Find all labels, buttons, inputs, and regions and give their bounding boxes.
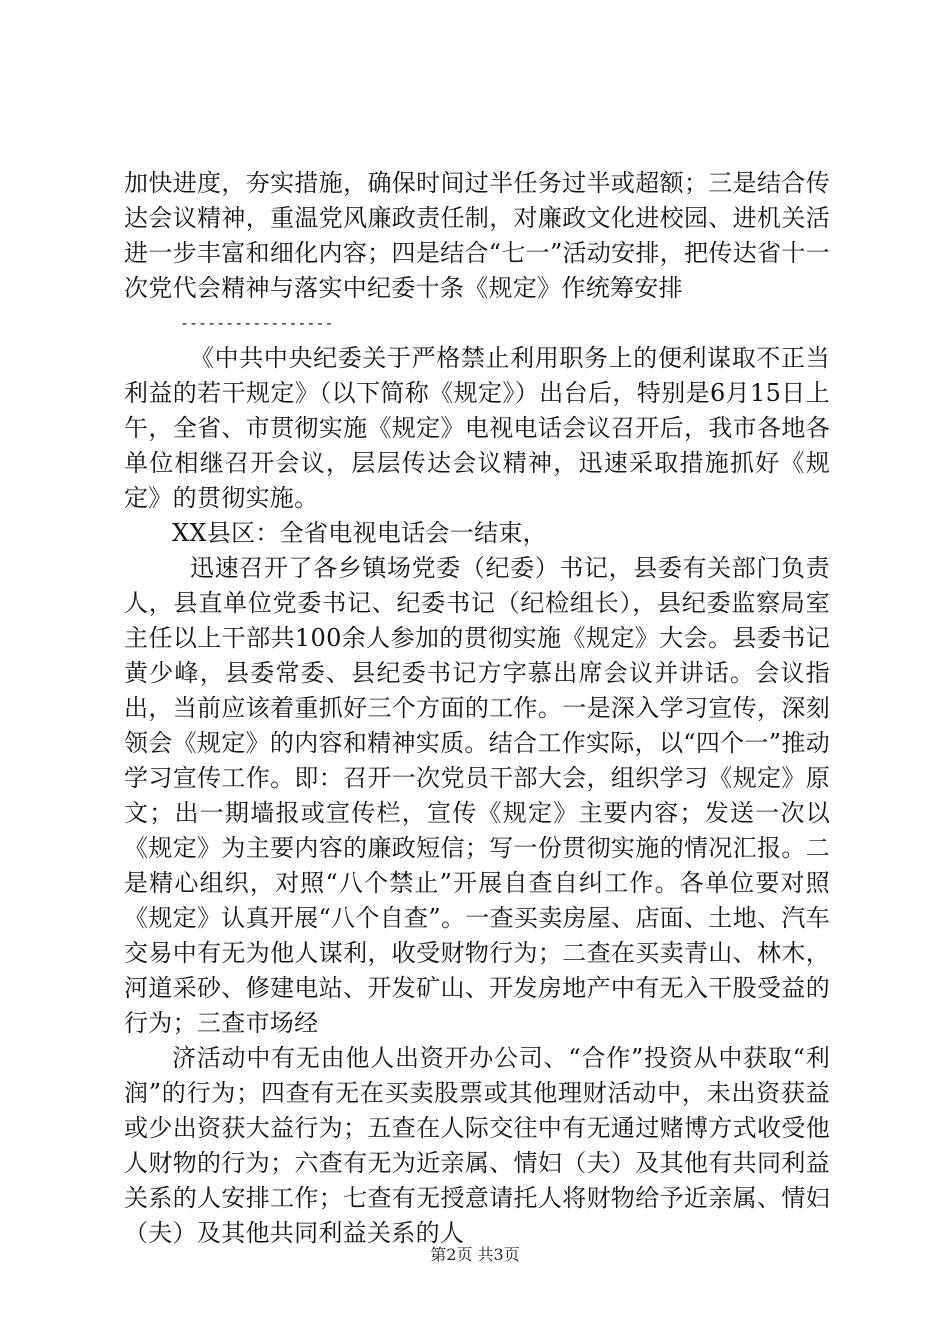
page-footer: [0, 1244, 950, 1266]
paragraph-county-heading: XX县区：全省电视电话会一结束，: [172, 519, 547, 547]
paragraph-self-check: 济活动中有无由他人出资开办公司、“合作”投资从中获取“利润”的行为；四查有无在买卖股票或其他理财活动中，未出资获益或少出资获大益行为；五查在人际交往中有无通过赌博方式收受他人财物的行为；六查有无为近亲属、情妇（夫）及其他有共同利益关系的人安排工作；七查有无授意请托人将财物给予近亲属、情妇（夫）及其他共同利益关系的人: [124, 1044, 830, 1247]
section-separator: -----------------: [180, 314, 334, 332]
document-body: [124, 166, 830, 1251]
paragraph-county-meeting: 迅速召开了各乡镇场党委（纪委）书记，县委有关部门负责人，县直单位党委书记、纪委书记（纪检组长），县纪委监察局室主任以上干部共100余人参加的贯彻实施《规定》大会。县委书记黄少峰，县委常委、县纪委书记方字慕出席会议并讲话。会议指出，当前应该着重抓好三个方面的工作。一是深入学习宣传，深刻领会《规定》的内容和精神实质。结合工作实际，以“四个一”推动学习宣传工作。即：召开一次党员干部大会，组织学习《规定》原文；出一期墙报或宣传栏，宣传《规定》主要内容；发送一次以《规定》为主要内容的廉政短信；写一份贯彻实施的情况汇报。二是精心组织，对照“八个禁止”开展自查自纠工作。各单位要对照《规定》认真开展“八个自查”。一查买卖房屋、店面、土地、汽车交易中有无为他人谋利，收受财物行为；二查在买卖青山、林木，河道采砂、修建电站、开发矿山、开发房地产中有无入干股受益的行为；三查市场经: [124, 554, 830, 1037]
page-number: 第2页 共3页: [430, 1245, 520, 1264]
paragraph-continuation: 加快进度，夯实措施，确保时间过半任务过半或超额；三是结合传达会议精神，重温党风廉政责任制，对廉政文化进校园、进机关活进一步丰富和细化内容；四是结合“七一”活动安排，把传达省十一次党代会精神与落实中纪委十条《规定》作统筹安排: [124, 169, 830, 302]
paragraph-intro: 《中共中央纪委关于严格禁止利用职务上的便利谋取不正当利益的若干规定》（以下简称《规定》）出台后，特别是6月15日上午，全省、市贯彻实施《规定》电视电话会议召开后，我市各地各单位相继召开会议，层层传达会议精神，迅速采取措施抓好《规定》的贯彻实施。: [124, 344, 830, 512]
